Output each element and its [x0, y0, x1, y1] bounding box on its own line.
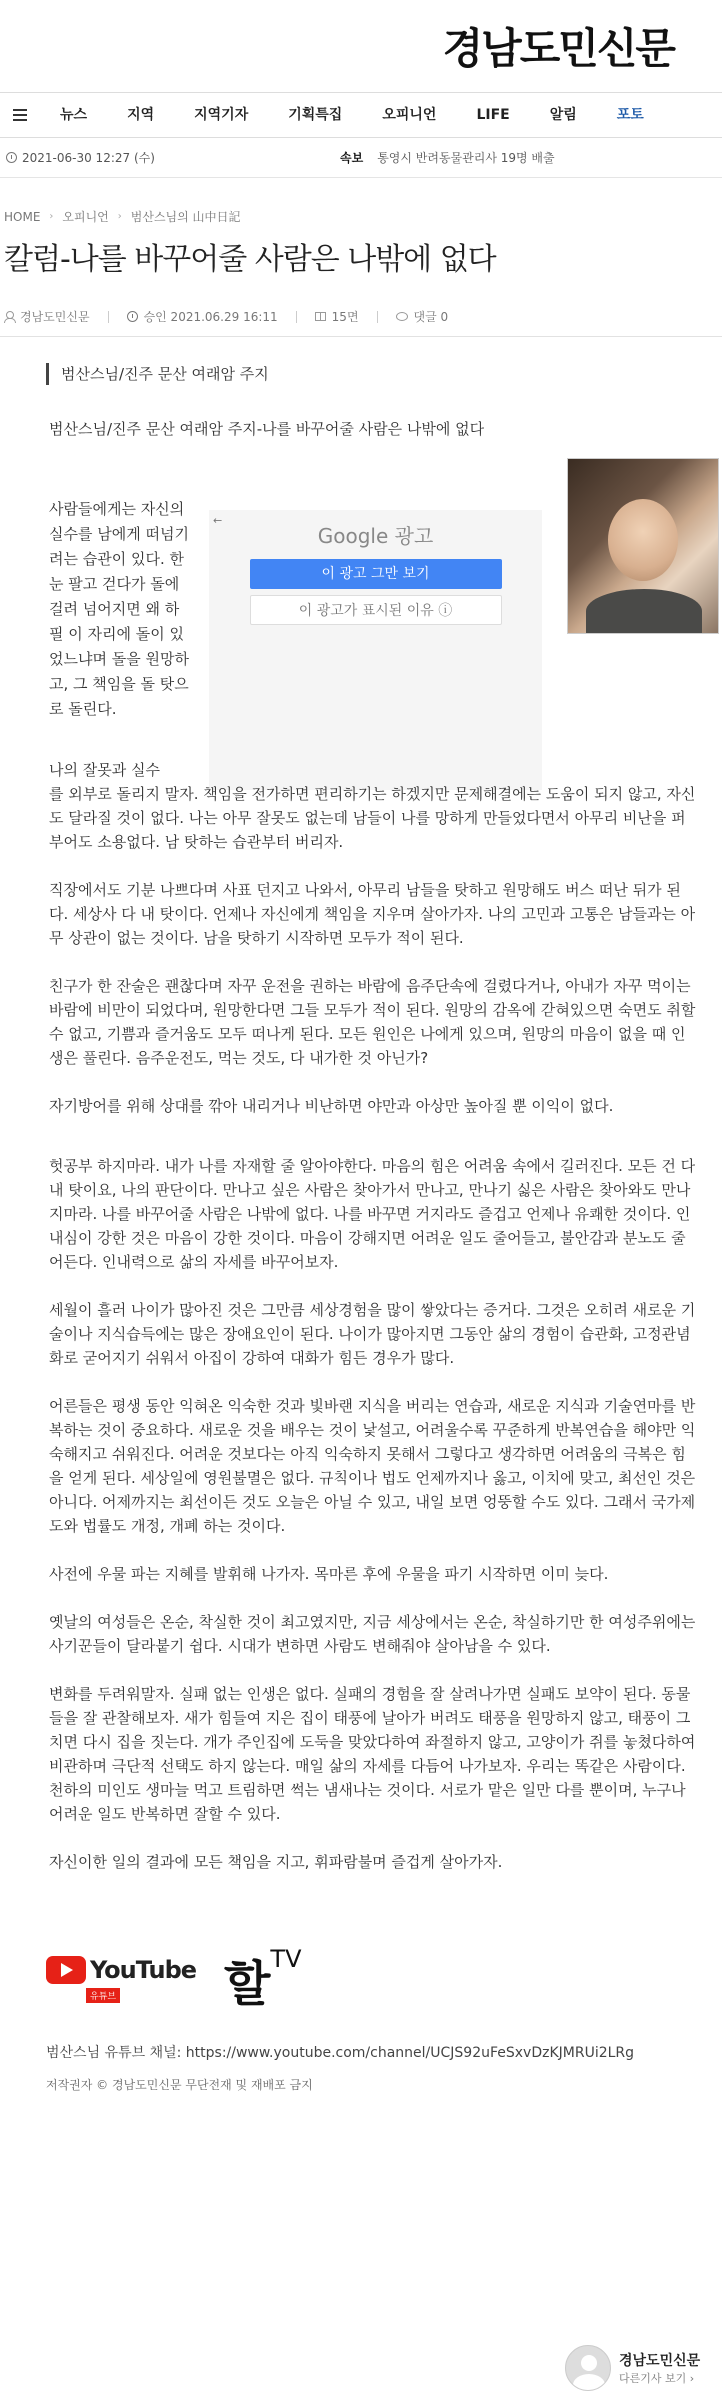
meta-author: [4, 308, 108, 325]
meta-divider: [108, 311, 109, 323]
breadcrumb-home[interactable]: HOME: [4, 209, 41, 224]
datetime-text: 2021-06-30 12:27 (수): [22, 151, 155, 165]
site-header: [0, 0, 722, 92]
user-icon: [4, 311, 14, 322]
article-subtitle: 범산스님/진주 문산 여래암 주지: [46, 363, 722, 385]
hwal-tv-logo[interactable]: [224, 1945, 301, 2014]
copyright-notice: 저작권자 © 경남도민신문 무단전재 및 재배포 금지: [46, 2078, 313, 2092]
reporter-info: [619, 2350, 700, 2386]
article-title: 칼럼-나를 바꾸어줄 사람은 나밖에 없다: [4, 242, 496, 277]
channel-logos: [0, 1934, 722, 2024]
nav-item-region-reporter[interactable]: 지역기자: [194, 107, 249, 123]
clock-icon: [127, 311, 138, 322]
youtube-logo[interactable]: [46, 1956, 196, 2003]
meta-divider: [296, 311, 297, 323]
article-paragraph: 변화를 두려워말자. 실패 없는 인생은 없다. 실패의 경험을 잘 살려나가면 실패도 보약이 된다. 동물들을 잘 관찰해보자. 새가 힘들여 지은 집이 태풍에 날아가 버려도 태풍을 원망하지 않고, 태풍이 그치면 다시 집을 짓는다. 개가 주인집에 도둑을 맞았다하여 좌절하지 않고, 고양이가 쥐를 놓쳤다하여 비관하며 극단적 선택도 하지 않는다. 매일 삶의 자세를 다듬어 나가보자. 우리는 똑같은 사람이다. 천하의 미인도 생마늘 먹고 트림하면 썩는 냄새나는 것이다. 서로가 맡은 일만 다를 뿐이며, 누구나 어려운 일도 반복하면 잘할 수 있다.: [49, 1685, 696, 1823]
menu-icon[interactable]: [0, 92, 40, 138]
reporter-more-link[interactable]: 다른기사 보기 ›: [619, 2372, 695, 2385]
article-paragraph: 사람들에게는 자신의 실수를 남에게 떠넘기려는 습관이 있다. 한 눈 팔고 걷다가 돌에 걸려 넘어지면 왜 하필 이 자리에 돌이 있었느냐며 돌을 원망하고, 그 책임을 돌 탓으로 돌린다.: [49, 500, 189, 718]
meta-comments[interactable]: [396, 308, 467, 325]
paragraph-rest: 를 외부로 돌리지 말자. 책임을 전가하면 편리하기는 하겠지만 문제해결에는 도움이 되지 않고, 자신도 달라질 것이 없다. 나는 아무 잘못도 없는데 남들이 나를 망하게 만들었다면서 아무리 비난을 퍼부어도 소용없다. 남 탓하는 습관부터 버리자.: [49, 785, 696, 851]
clock-icon: [6, 152, 17, 163]
author-name: 경남도민신문: [20, 310, 90, 324]
ad-brand-google: Google: [317, 524, 389, 548]
book-icon: [315, 312, 326, 321]
ad-brand-suffix: 광고: [388, 524, 434, 548]
breadcrumb-section[interactable]: 범산스님의 山中日記: [130, 210, 241, 224]
ad-why-button[interactable]: 이 광고가 표시된 이유 ⓘ: [250, 595, 502, 625]
article-paragraph: 어른들은 평생 동안 익혀온 익숙한 것과 빛바랜 지식을 버리는 연습과, 새로운 지식과 기술연마를 반복하는 것이 중요하다. 새로운 것을 배우는 것이 낯설고, 어려울수록 꾸준하게 반복연습을 해야만 익숙해지고 쉬워진다. 어려운 것보다는 아직 익숙하지 못해서 그렇다고 생각하면 어려움의 극복은 힘을 얻게 된다. 세상일에 영원불멸은 없다. 규칙이나 법도 언제까지나 옳고, 이치에 맞고, 최선인 것은 아니다. 어제까지는 최선이든 것도 오늘은 아닐 수 있고, 내일 보면 엉뚱할 수도 있다. 그래서 국가제도와 법률도 개정, 개폐 하는 것이다.: [49, 1397, 696, 1535]
article-paragraph: 친구가 한 잔술은 괜찮다며 자꾸 운전을 권하는 바람에 음주단속에 걸렸다거나, 아내가 자꾸 먹이는 바람에 비만이 되었다며, 원망한다면 그들 모두가 적이 된다. 원망의 감옥에 갇혀있으면 숙면도 취할 수 없고, 기쁨과 즐거움도 모두 떠나게 된다. 모든 원인은 나에게 있으며, 원망의 마음이 없을 때 인생은 풀린다. 음주운전도, 먹는 것도, 다 내가한 것 아닌가?: [49, 977, 696, 1067]
breadcrumb-separator-icon: ›: [117, 211, 122, 222]
article-paragraph: 헛공부 하지마라. 내가 나를 자재할 줄 알아야한다. 마음의 힘은 어려움 속에서 길러진다. 모든 건 다 내 탓이요, 나의 판단이다. 만나고 싶은 사람은 찾아가서 만나고, 만나기 싫은 사람은 찾아와도 만나지마라. 나를 바꾸어줄 사람은 나밖에 없다. 나를 바꾸면 거지라도 즐겁고 언제나 유쾌한 것이다. 인내심이 강한 것은 마음이 강한 것이다. 마음이 강해지면 어려운 일도 줄어들고, 불안감과 분노도 줄어든다. 인내력으로 삶의 자세를 바꾸어보자.: [49, 1157, 696, 1271]
ad-stop-button[interactable]: 이 광고 그만 보기: [250, 559, 502, 589]
paragraph-start: 나의 잘못과 실수: [49, 761, 160, 779]
hwal-mark: 할: [224, 1955, 271, 2012]
nav-item-notice[interactable]: 알림: [549, 107, 577, 123]
meta-divider: [377, 311, 378, 323]
meta-approved: [127, 308, 296, 325]
reporter-box[interactable]: [565, 2345, 700, 2391]
breaking-label: 속보: [340, 151, 364, 165]
comment-icon: [396, 312, 408, 321]
reporter-name: 경남도민신문: [619, 2353, 701, 2369]
breaking-headline[interactable]: 통영시 반려동물관리사 19명 배출: [377, 151, 555, 165]
reporter-avatar: [565, 2345, 611, 2391]
meta-pages: [315, 308, 377, 325]
youtube-wordmark: YouTube: [90, 1955, 197, 1984]
nav-item-opinion[interactable]: 오피니언: [382, 107, 437, 123]
nav-item-life[interactable]: LIFE: [476, 107, 510, 123]
nav-item-region[interactable]: 지역: [127, 107, 155, 123]
approved-date: 승인 2021.06.29 16:11: [143, 310, 278, 324]
article-paragraph: 옛날의 여성들은 온순, 착실한 것이 최고였지만, 지금 세상에서는 온순, 착실하기만 한 여성주위에는 사기꾼들이 달라붙기 쉽다. 시대가 변하면 사람도 변해줘야 살아남을 수 있다.: [49, 1613, 696, 1655]
article-paragraph: 직장에서도 기분 나쁘다며 사표 던지고 나와서, 아무리 남들을 탓하고 원망해도 버스 떠난 뒤가 된다. 세상사 다 내 탓이다. 언제나 자신에게 책임을 지우며 살아가자. 나의 고민과 고통은 남들과는 아무 상관이 없는 것이다. 남을 탓하기 시작하면 모두가 적이 된다.: [49, 881, 696, 947]
youtube-channel-link[interactable]: 범산스님 유튜브 채널: https://www.youtube.com/channel/UCJS92uFeSxvDzKJMRUi2LRg: [46, 2045, 635, 2061]
main-nav: [0, 92, 722, 138]
nav-item-photo[interactable]: 포토: [616, 107, 644, 123]
article-paragraph: [49, 758, 697, 854]
article-lead: 범산스님/진주 문산 여래암 주지-나를 바꾸어줄 사람은 나밖에 없다: [49, 420, 485, 438]
breadcrumb-opinion[interactable]: 오피니언: [62, 210, 109, 224]
nav-item-news[interactable]: 뉴스: [60, 107, 88, 123]
youtube-sub-label: 유튜브: [86, 1988, 120, 2003]
breadcrumb-separator-icon: ›: [49, 211, 54, 222]
current-datetime: [0, 149, 340, 166]
tv-mark: TV: [270, 1944, 302, 1973]
breadcrumb: [0, 208, 722, 225]
comment-count[interactable]: 댓글 0: [413, 310, 449, 324]
youtube-play-icon: [46, 1956, 86, 1984]
ad-back-icon[interactable]: ←: [213, 514, 223, 527]
article-paragraph: 자신이한 일의 결과에 모든 책임을 지고, 휘파람불며 즐겁게 살아가자.: [49, 1853, 503, 1871]
article-paragraph: 사전에 우물 파는 지혜를 발휘해 나가자. 목마른 후에 우물을 파기 시작하면 이미 늦다.: [49, 1565, 609, 1583]
nav-item-features[interactable]: 기획특집: [288, 107, 343, 123]
news-ticker: [0, 138, 722, 178]
article-paragraph: 자기방어를 위해 상대를 깎아 내리거나 비난하면 야만과 아상만 높아질 뿐 이익이 없다.: [49, 1097, 614, 1115]
article-meta: [0, 297, 722, 337]
article-paragraph: 세월이 흘러 나이가 많아진 것은 그만큼 세상경험을 많이 쌓았다는 증거다. 그것은 오히려 새로운 기술이나 지식습득에는 많은 장애요인이 된다. 나이가 많아지면 그동안 삶의 경험이 습관화, 고정관념화로 굳어지기 쉬워서 아집이 강하여 대화가 힘든 경우가 많다.: [49, 1301, 696, 1367]
site-logo[interactable]: 경남도민신문: [442, 24, 674, 73]
article-body: [0, 417, 722, 1874]
page-number: 15면: [331, 310, 359, 324]
